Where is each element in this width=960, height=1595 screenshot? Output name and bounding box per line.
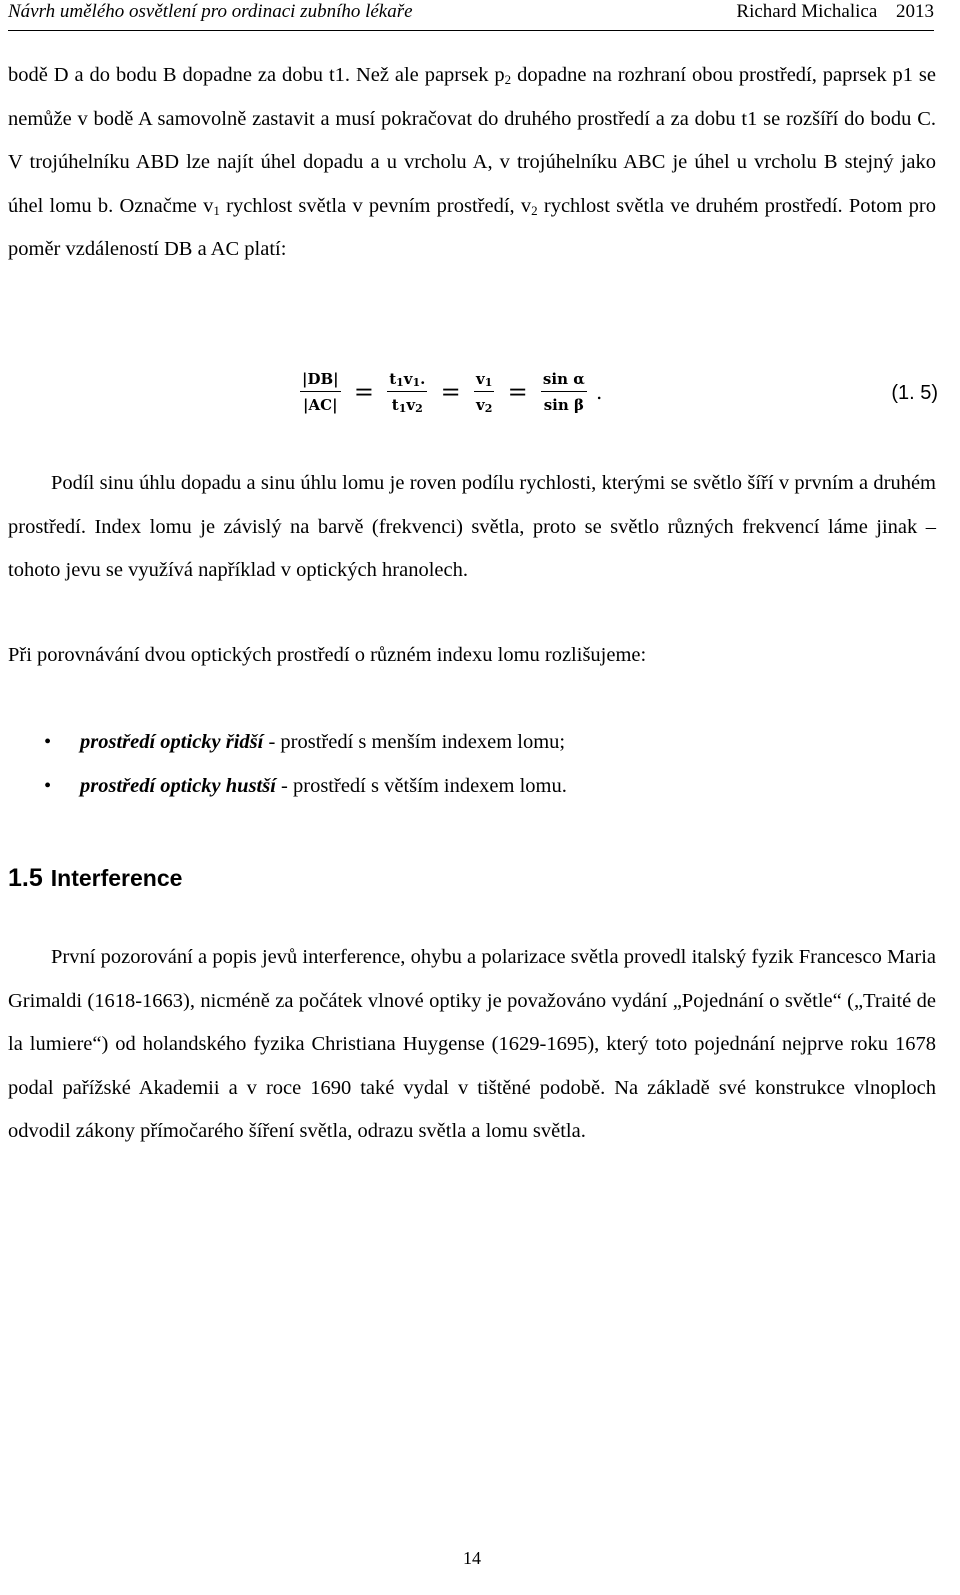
term: prostředí opticky hustší bbox=[80, 775, 276, 797]
subscript: 1 bbox=[213, 202, 220, 218]
formula-period: . bbox=[595, 380, 603, 404]
document-title: Návrh umělého osvětlení pro ordinaci zubního lékaře bbox=[8, 1, 413, 22]
author-name: Richard Michalica bbox=[736, 1, 878, 22]
paragraph-comparison-intro: Při porovnávání dvou optických prostředí o různém indexu lomu rozlišujeme: bbox=[8, 644, 647, 666]
definition: - prostředí s větším indexem lomu. bbox=[275, 775, 567, 797]
denominator: |AC| bbox=[303, 396, 338, 414]
bullet-list bbox=[8, 720, 936, 808]
bullet-icon: • bbox=[44, 731, 52, 753]
numerator: $t_1v_1$. bbox=[387, 370, 427, 392]
list-item bbox=[8, 720, 936, 764]
list-item bbox=[8, 764, 936, 808]
fraction-v1-v2 bbox=[474, 370, 494, 414]
paragraph-sine-ratio: Podíl sinu úhlu dopadu a sinu úhlu lomu je roven podílu rychlosti, kterými se světlo šíří v prvním a druhém prostředí. Index lomu je závislý na barvě (frekvenci) světla, proto se světlo různých frekvencí láme jinak – tohoto jevu se využívá například v optických hranolech. bbox=[8, 472, 936, 582]
header-meta bbox=[722, 0, 934, 24]
subscript: 2 bbox=[531, 202, 538, 218]
term: prostředí opticky řidší bbox=[80, 731, 264, 753]
definition: - prostředí s menším indexem lomu; bbox=[263, 731, 566, 753]
equals-sign: = bbox=[353, 378, 374, 406]
equation-number: (1. 5) bbox=[891, 382, 938, 404]
snell-formula bbox=[298, 370, 602, 430]
paragraph-interference-history: První pozorování a popis jevů interference, ohybu a polarizace světla provedl italský fyzik Francesco Maria Grimaldi (1618-1663), nicméně za počátek vlnové optiky je považováno vydání „Pojednání o světle“ („Traité de la lumiere“) od holandského fyzika Christiana Huygense (1629-1695), který toto pojednání nejprve roku 1678 podal pařížské Akademii a v roce 1690 také vydal v tištěné podobě. Na základě své konstrukce vlnoploch odvodil zákony přímočarého šíření světla, odrazu světla a lomu světla. bbox=[8, 946, 936, 1143]
denominator: sin β bbox=[543, 396, 584, 414]
year: 2013 bbox=[896, 1, 934, 22]
section-heading bbox=[8, 864, 182, 893]
numerator: |DB| bbox=[300, 370, 341, 392]
section-title: Interference bbox=[50, 865, 183, 891]
text-segment: rychlost světla v pevním prostředí, v bbox=[219, 194, 532, 217]
fraction-t1v1-t1v2 bbox=[387, 370, 427, 414]
text-segment: bodě D a do bodu B dopadne za dobu t1. Než ale paprsek p bbox=[8, 64, 505, 86]
page-number: 14 bbox=[463, 1548, 481, 1568]
denominator: $v_2$ bbox=[475, 396, 493, 415]
denominator: $t_1v_2$ bbox=[391, 396, 423, 415]
section-number: 1.5 bbox=[8, 864, 43, 892]
numerator: $v_1$ bbox=[474, 370, 494, 392]
equals-sign: = bbox=[440, 378, 461, 406]
fraction-sin bbox=[541, 370, 587, 414]
paragraph-refraction-derivation bbox=[8, 54, 936, 272]
text-segment: rychlost světla ve druhém prostředí. Potom pro poměr vzdáleností DB a AC platí: bbox=[8, 194, 936, 261]
numerator: sin α bbox=[541, 370, 587, 392]
text-segment: dopadne na rozhraní obou prostředí, paprsek p1 se nemůže v bodě A samovolně zastavit a musí pokračovat do druhého prostředí a za dobu t1 se rozšíří do bodu C. V trojúhelníku ABD lze najít úhel dopadu a u vrcholu A, v trojúhelníku ABC je úhel u vrcholu B stejný jako úhel lomu b. Označme v bbox=[8, 64, 936, 217]
equals-sign: = bbox=[507, 378, 528, 406]
subscript: 2 bbox=[504, 72, 512, 87]
fraction-db-ac bbox=[300, 370, 341, 414]
page-header bbox=[8, 0, 934, 31]
bullet-icon: • bbox=[44, 775, 52, 797]
